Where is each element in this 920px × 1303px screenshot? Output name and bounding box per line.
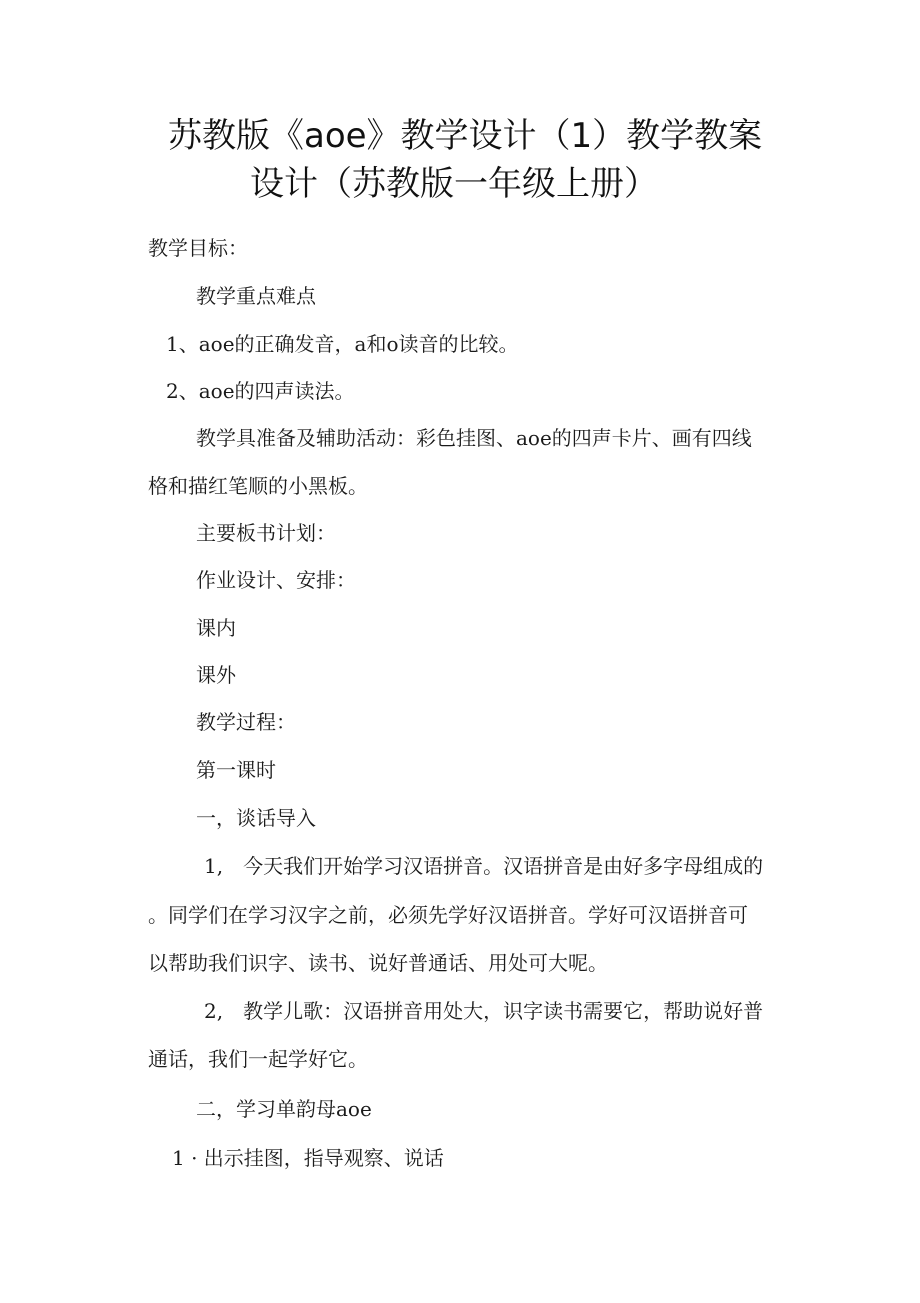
intro-1-line-3: 以帮助我们识字、读书、说好普通话、用处可大呢。 bbox=[148, 951, 608, 975]
intro-2-line-2: 通话，我们一起学好它。 bbox=[148, 1047, 368, 1071]
key-point-1: 1、aoe的正确发音，a和o读音的比较。 bbox=[166, 332, 519, 356]
objective-heading: 教学目标： bbox=[148, 236, 248, 260]
key-point-2: 2、aoe的四声读法。 bbox=[166, 379, 355, 403]
intro-2-line-1: 2, 教学儿歌：汉语拼音用处大，识字读书需要它，帮助说好普 bbox=[204, 999, 764, 1023]
document-title-line-1: 苏教版《aoe》教学设计（1）教学教案 bbox=[168, 116, 763, 156]
board-plan-heading: 主要板书计划： bbox=[196, 521, 336, 545]
document-title-line-2: 设计（苏教版一年级上册） bbox=[250, 164, 658, 204]
in-class-label: 课内 bbox=[196, 616, 236, 640]
preparation-line-1: 教学具准备及辅助活动：彩色挂图、aoe的四声卡片、画有四线 bbox=[196, 426, 752, 450]
step-1: 1 · 出示挂图，指导观察、说话 bbox=[172, 1146, 444, 1170]
preparation-line-2: 格和描红笔顺的小黑板。 bbox=[148, 474, 368, 498]
key-points-heading: 教学重点难点 bbox=[196, 284, 316, 308]
intro-1-line-2: 。同学们在学习汉字之前，必须先学好汉语拼音。学好可汉语拼音可 bbox=[148, 903, 748, 927]
homework-heading: 作业设计、安排： bbox=[196, 568, 356, 592]
intro-1-line-1: 1, 今天我们开始学习汉语拼音。汉语拼音是由好多字母组成的 bbox=[204, 854, 764, 878]
lesson-one-heading: 第一课时 bbox=[196, 758, 276, 782]
section-one-heading: 一，谈话导入 bbox=[196, 806, 316, 830]
after-class-label: 课外 bbox=[196, 663, 236, 687]
section-two-heading: 二，学习单韵母aoe bbox=[196, 1097, 372, 1121]
process-heading: 教学过程： bbox=[196, 710, 296, 734]
